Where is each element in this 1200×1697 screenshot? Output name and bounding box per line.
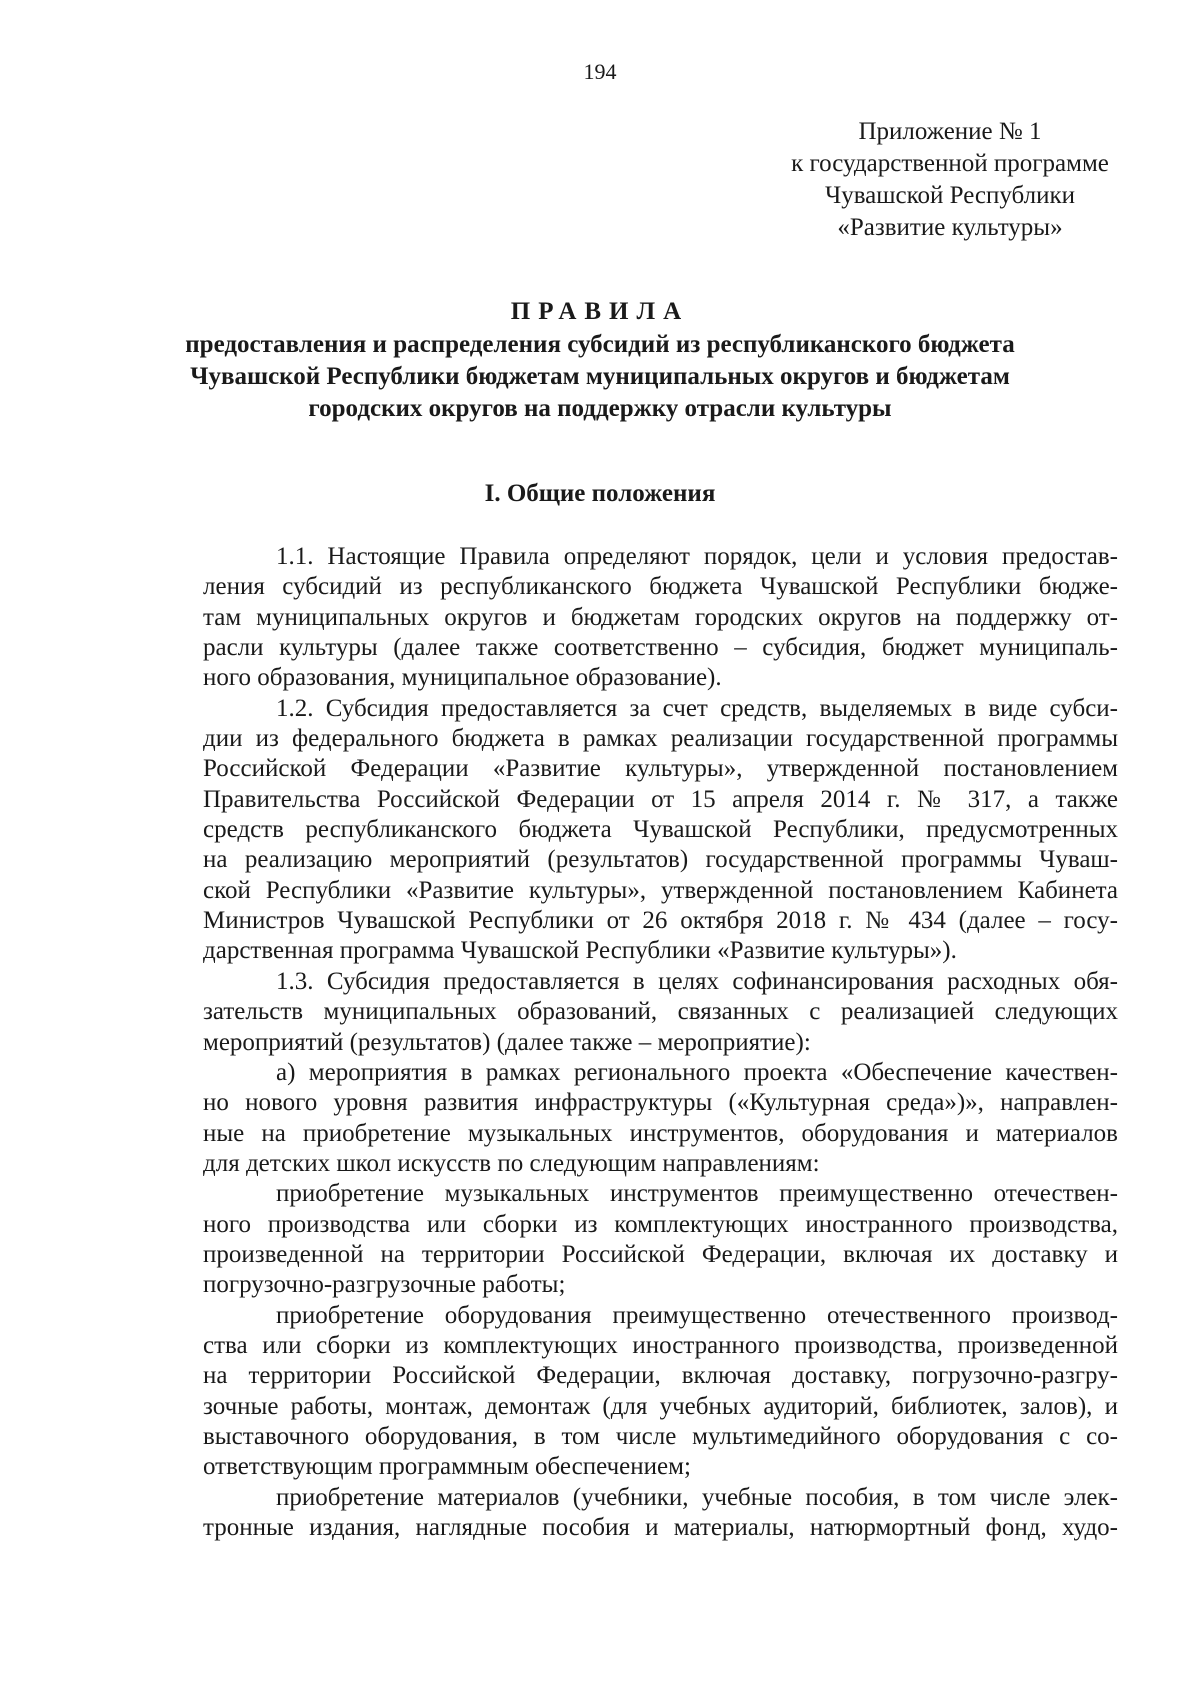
document-subtitle [180, 329, 1020, 425]
body-line: Министров Чувашской Республики от 26 октября 2018 г. № 434 (далее – госу- [203, 907, 1118, 935]
body-line: выставочного оборудования, в том числе мультимедийного оборудования с со- [203, 1422, 1118, 1450]
body-line: 1.2. Субсидия предоставляется за счет средств, выделяемых в виде субси- [276, 694, 1118, 722]
body-line: ства или сборки из комплектующих иностранного производства, произведенной [203, 1331, 1118, 1359]
body-line: на реализацию мероприятий (результатов) государственной программы Чуваш- [203, 846, 1118, 874]
body-line: на территории Российской Федерации, включая доставку, погрузочно-разгру- [203, 1362, 1118, 1390]
body-line: приобретение материалов (учебники, учебные пособия, в том числе элек- [276, 1483, 1118, 1511]
body-line: приобретение оборудования преимущественно отечественного производ- [276, 1301, 1118, 1329]
subtitle-line: предоставления и распределения субсидий из республиканского бюджета [185, 331, 1015, 358]
document-title-block [180, 296, 1020, 425]
body-line: дарственная программа Чувашской Республики «Развитие культуры»). [203, 937, 957, 965]
section-heading: I. Общие положения [484, 480, 716, 507]
body-line: ные на приобретение музыкальных инструментов, оборудования и материалов [203, 1119, 1118, 1147]
subtitle-line: городских округов на поддержку отрасли культуры [308, 395, 892, 422]
appendix-line: «Развитие культуры» [837, 214, 1063, 241]
body-line: зательств муниципальных образований, связанных с реализацией следующих [203, 998, 1118, 1026]
appendix-line: Чувашской Республики [824, 182, 1076, 209]
appendix-reference [760, 116, 1140, 244]
page-number: 194 [583, 59, 617, 84]
body-line: ской Республики «Развитие культуры», утвержденной постановлением Кабинета [203, 876, 1118, 904]
body-line: но нового уровня развития инфраструктуры («Культурная среда»)», направлен- [203, 1089, 1118, 1117]
body-line: 1.3. Субсидия предоставляется в целях софинансирования расходных обя- [276, 967, 1118, 995]
appendix-line: к государственной программе [791, 150, 1109, 177]
body-line: приобретение музыкальных инструментов преимущественно отечествен- [276, 1180, 1118, 1208]
body-line: тронные издания, наглядные пособия и материалы, натюрмортный фонд, худо- [203, 1514, 1118, 1541]
body-line: 1.1. Настоящие Правила определяют порядок, цели и условия предостав- [276, 543, 1118, 570]
body-line: мероприятий (результатов) (далее также – мероприятие): [203, 1028, 811, 1056]
document-title: ПРАВИЛА [510, 298, 690, 325]
body-line: ответствующим программным обеспечением; [203, 1453, 691, 1481]
body-line: погрузочно-разгрузочные работы; [203, 1271, 566, 1299]
body-line: там муниципальных округов и бюджетам городских округов на поддержку от- [203, 603, 1118, 631]
body-line: ного образования, муниципальное образование). [203, 664, 722, 692]
body-text [203, 542, 1118, 1543]
appendix-line: Приложение № 1 [858, 118, 1042, 145]
body-line: для детских школ искусств по следующим направлениям: [203, 1149, 820, 1177]
body-line: средств республиканского бюджета Чувашской Республики, предусмотренных [203, 816, 1118, 844]
subtitle-line: Чувашской Республики бюджетам муниципальных округов и бюджетам [190, 363, 1010, 390]
body-line: дии из федерального бюджета в рамках реализации государственной программы [203, 725, 1118, 753]
body-line: зочные работы, монтаж, демонтаж (для учебных аудиторий, библиотек, залов), и [203, 1392, 1118, 1420]
body-line: а) мероприятия в рамках регионального проекта «Обеспечение качествен- [276, 1058, 1118, 1086]
body-line: Правительства Российской Федерации от 15 апреля 2014 г. № 317, а также [203, 785, 1118, 813]
body-line: ления субсидий из республиканского бюджета Чувашской Республики бюдже- [203, 573, 1118, 601]
body-line: расли культуры (далее также соответственно – субсидия, бюджет муниципаль- [203, 634, 1118, 662]
body-line: Российской Федерации «Развитие культуры», утвержденной постановлением [203, 755, 1118, 783]
body-line: произведенной на территории Российской Федерации, включая их доставку и [203, 1240, 1118, 1268]
body-line: ного производства или сборки из комплектующих иностранного производства, [203, 1210, 1118, 1238]
